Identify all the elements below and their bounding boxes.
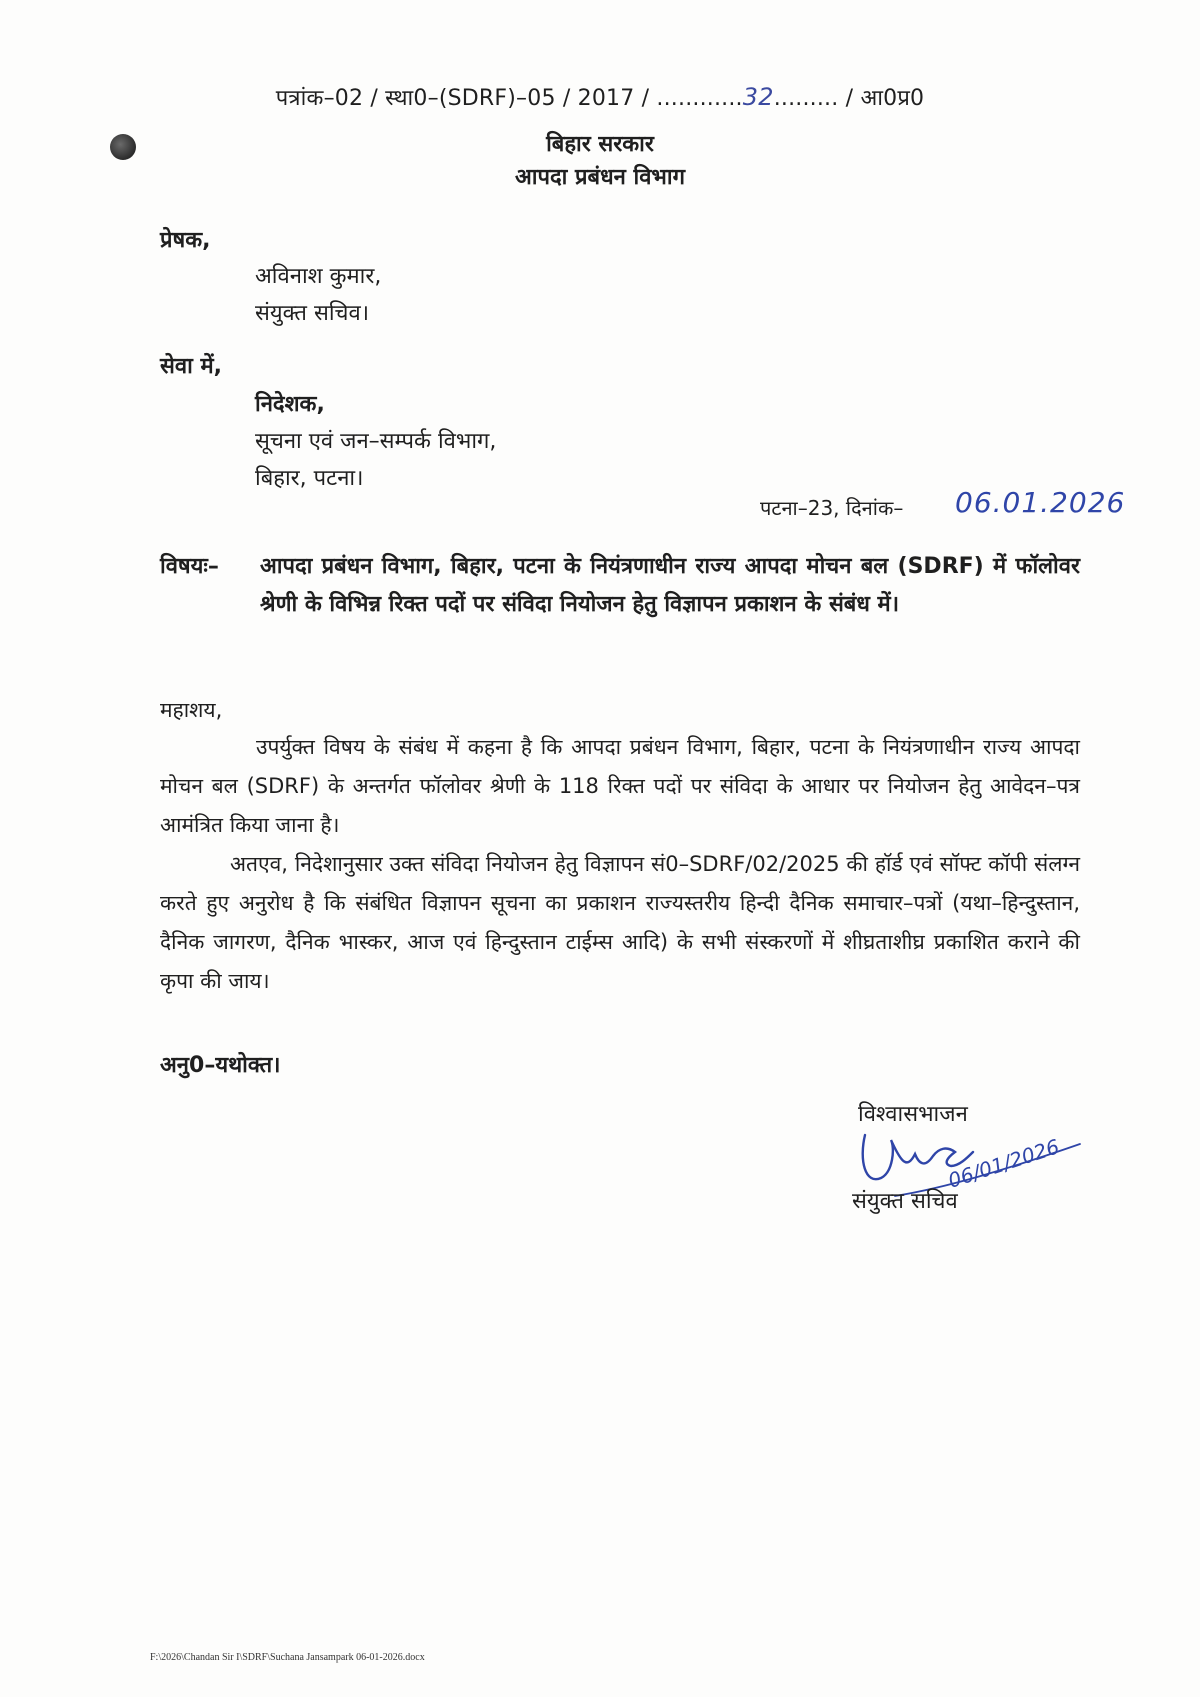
recipient-department: सूचना एवं जन–सम्पर्क विभाग,	[255, 429, 497, 454]
sender-label: प्रेषक,	[160, 228, 211, 253]
handwritten-date: 06.01.2026	[955, 486, 1126, 519]
date-label: पटना–23, दिनांक–	[760, 496, 904, 520]
reference-handwritten-number: 32	[742, 83, 774, 111]
government-name: बिहार सरकार	[546, 132, 654, 157]
recipient-place: बिहार, पटना।	[255, 466, 364, 491]
file-path-footer: F:\2026\Chandan Sir I\SDRF\Suchana Jansampark 06-01-2026.docx	[150, 1652, 425, 1663]
signature-date: 06/01/2026	[945, 1134, 1063, 1193]
reference-suffix: ......... / आ0प्र0	[773, 86, 925, 111]
body-paragraph-1: उपर्युक्त विषय के संबंध में कहना है कि आपदा प्रबंधन विभाग, बिहार, पटना के नियंत्रणाधीन राज्य आपदा मोचन बल (SDRF) के अन्तर्गत फॉलोवर श्रेणी के 118 रिक्त पदों पर संविदा के आधार पर नियोजन हेतु आवेदन–पत्र आमंत्रित किया जाना है।	[160, 735, 1080, 837]
body-paragraph-2: अतएव, निदेशानुसार उक्त संविदा नियोजन हेतु विज्ञापन सं0–SDRF/02/2025 की हॉर्ड एवं सॉफ्ट कॉपी संलग्न करते हुए अनुरोध है कि संबंधित विज्ञापन सूचना का प्रकाशन राज्यस्तरीय हिन्दी दैनिक समाचार–पत्रों (यथा–हिन्दुस्तान, दैनिक जागरण, दैनिक भास्कर, आज एवं हिन्दुस्तान टाईम्स आदि) के सभी संस्करणों में शीघ्रताशीघ्र प्रकाशित कराने की कृपा की जाय।	[160, 852, 1080, 993]
recipient-title: निदेशक,	[255, 392, 325, 417]
department-name: आपदा प्रबंधन विभाग	[515, 165, 685, 190]
yours-faithfully: विश्वासभाजन	[858, 1102, 968, 1127]
salutation: महाशय,	[160, 698, 223, 722]
reference-number-line	[0, 82, 1200, 112]
subject-text: आपदा प्रबंधन विभाग, बिहार, पटना के नियंत्रणाधीन राज्य आपदा मोचन बल (SDRF) में फॉलोवर श्रेणी के विभिन्न रिक्त पदों पर संविदा नियोजन हेतु विज्ञापन प्रकाशन के संबंध में।	[260, 554, 1080, 617]
subject-label: विषयः–	[160, 554, 219, 579]
sender-name: अविनाश कुमार,	[255, 264, 382, 289]
recipient-label: सेवा में,	[160, 354, 222, 379]
sender-designation: संयुक्त सचिव।	[255, 301, 370, 326]
signatory-designation: संयुक्त सचिव	[852, 1189, 958, 1214]
reference-prefix: पत्रांक–02 / स्था0–(SDRF)–05 / 2017 / ............	[275, 86, 743, 111]
enclosure-note: अनु0–यथोक्त।	[160, 1053, 281, 1078]
